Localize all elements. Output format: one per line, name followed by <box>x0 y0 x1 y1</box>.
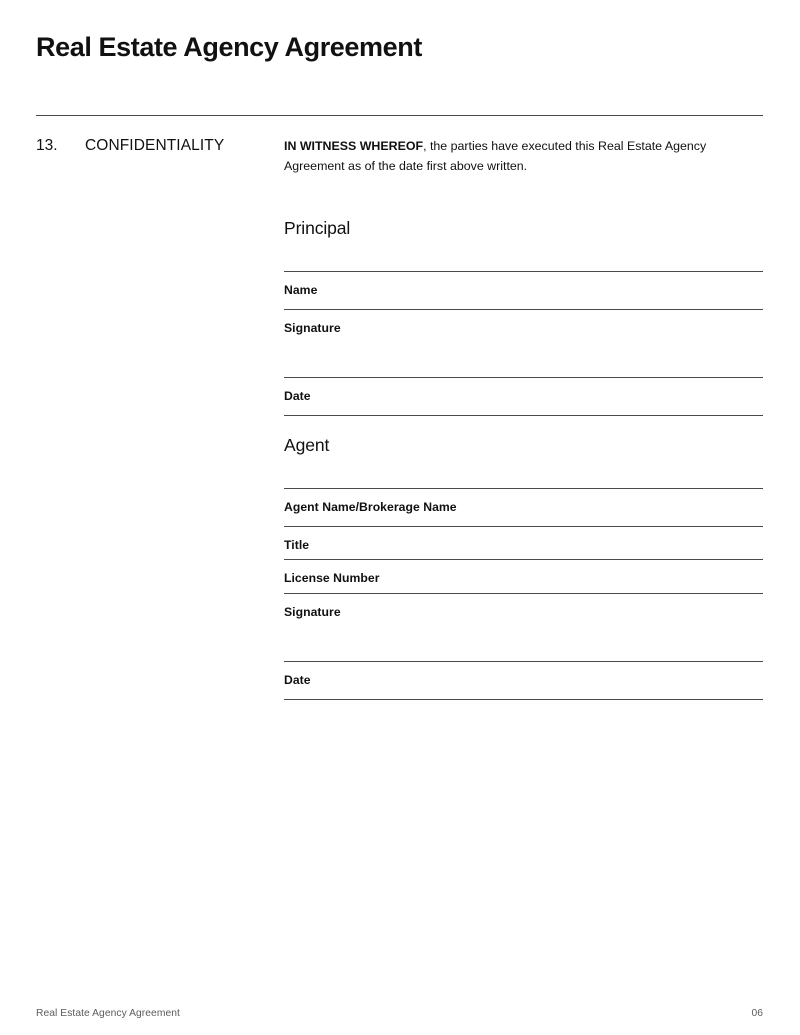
signature-writing-space[interactable] <box>284 619 763 661</box>
field-label: Name <box>284 282 318 297</box>
intro-paragraph <box>284 136 736 176</box>
agent-heading: Agent <box>284 435 330 455</box>
intro-rest: , the parties have executed this Real Estate Agency Agreement as of the date first above written. <box>284 139 707 173</box>
field-label: Agent Name/Brokerage Name <box>284 499 457 514</box>
section-title: CONFIDENTIALITY <box>85 137 225 154</box>
intro-lead: IN WITNESS WHEREOF <box>284 139 424 153</box>
page-footer <box>36 1008 763 1019</box>
signature-writing-space[interactable] <box>284 335 763 377</box>
agent-date-field[interactable] <box>284 662 763 688</box>
principal-heading: Principal <box>284 218 351 238</box>
section-number: 13. <box>36 137 58 154</box>
page-title: Real Estate Agency Agreement <box>36 32 422 62</box>
agent-signature-field[interactable] <box>284 594 763 662</box>
field-label: Date <box>284 673 311 688</box>
agent-signature-block <box>284 435 763 700</box>
principal-name-field[interactable] <box>284 272 763 298</box>
field-label: Signature <box>284 604 341 619</box>
footer-page-number: 06 <box>751 1008 763 1019</box>
body-column <box>284 136 763 176</box>
principal-date-field[interactable] <box>284 378 763 404</box>
field-label: Signature <box>284 320 341 335</box>
field-label: License Number <box>284 571 380 586</box>
agent-title-field[interactable] <box>284 527 763 553</box>
field-label: Date <box>284 389 311 404</box>
field-label: Title <box>284 537 310 552</box>
principal-signature-block <box>284 218 763 416</box>
field-divider <box>284 699 763 700</box>
principal-signature-field[interactable] <box>284 310 763 378</box>
agent-name-field[interactable] <box>284 489 763 515</box>
field-divider <box>284 415 763 416</box>
footer-document-name: Real Estate Agency Agreement <box>36 1008 180 1019</box>
agent-license-number-field[interactable] <box>284 560 763 586</box>
header-divider <box>36 115 763 116</box>
